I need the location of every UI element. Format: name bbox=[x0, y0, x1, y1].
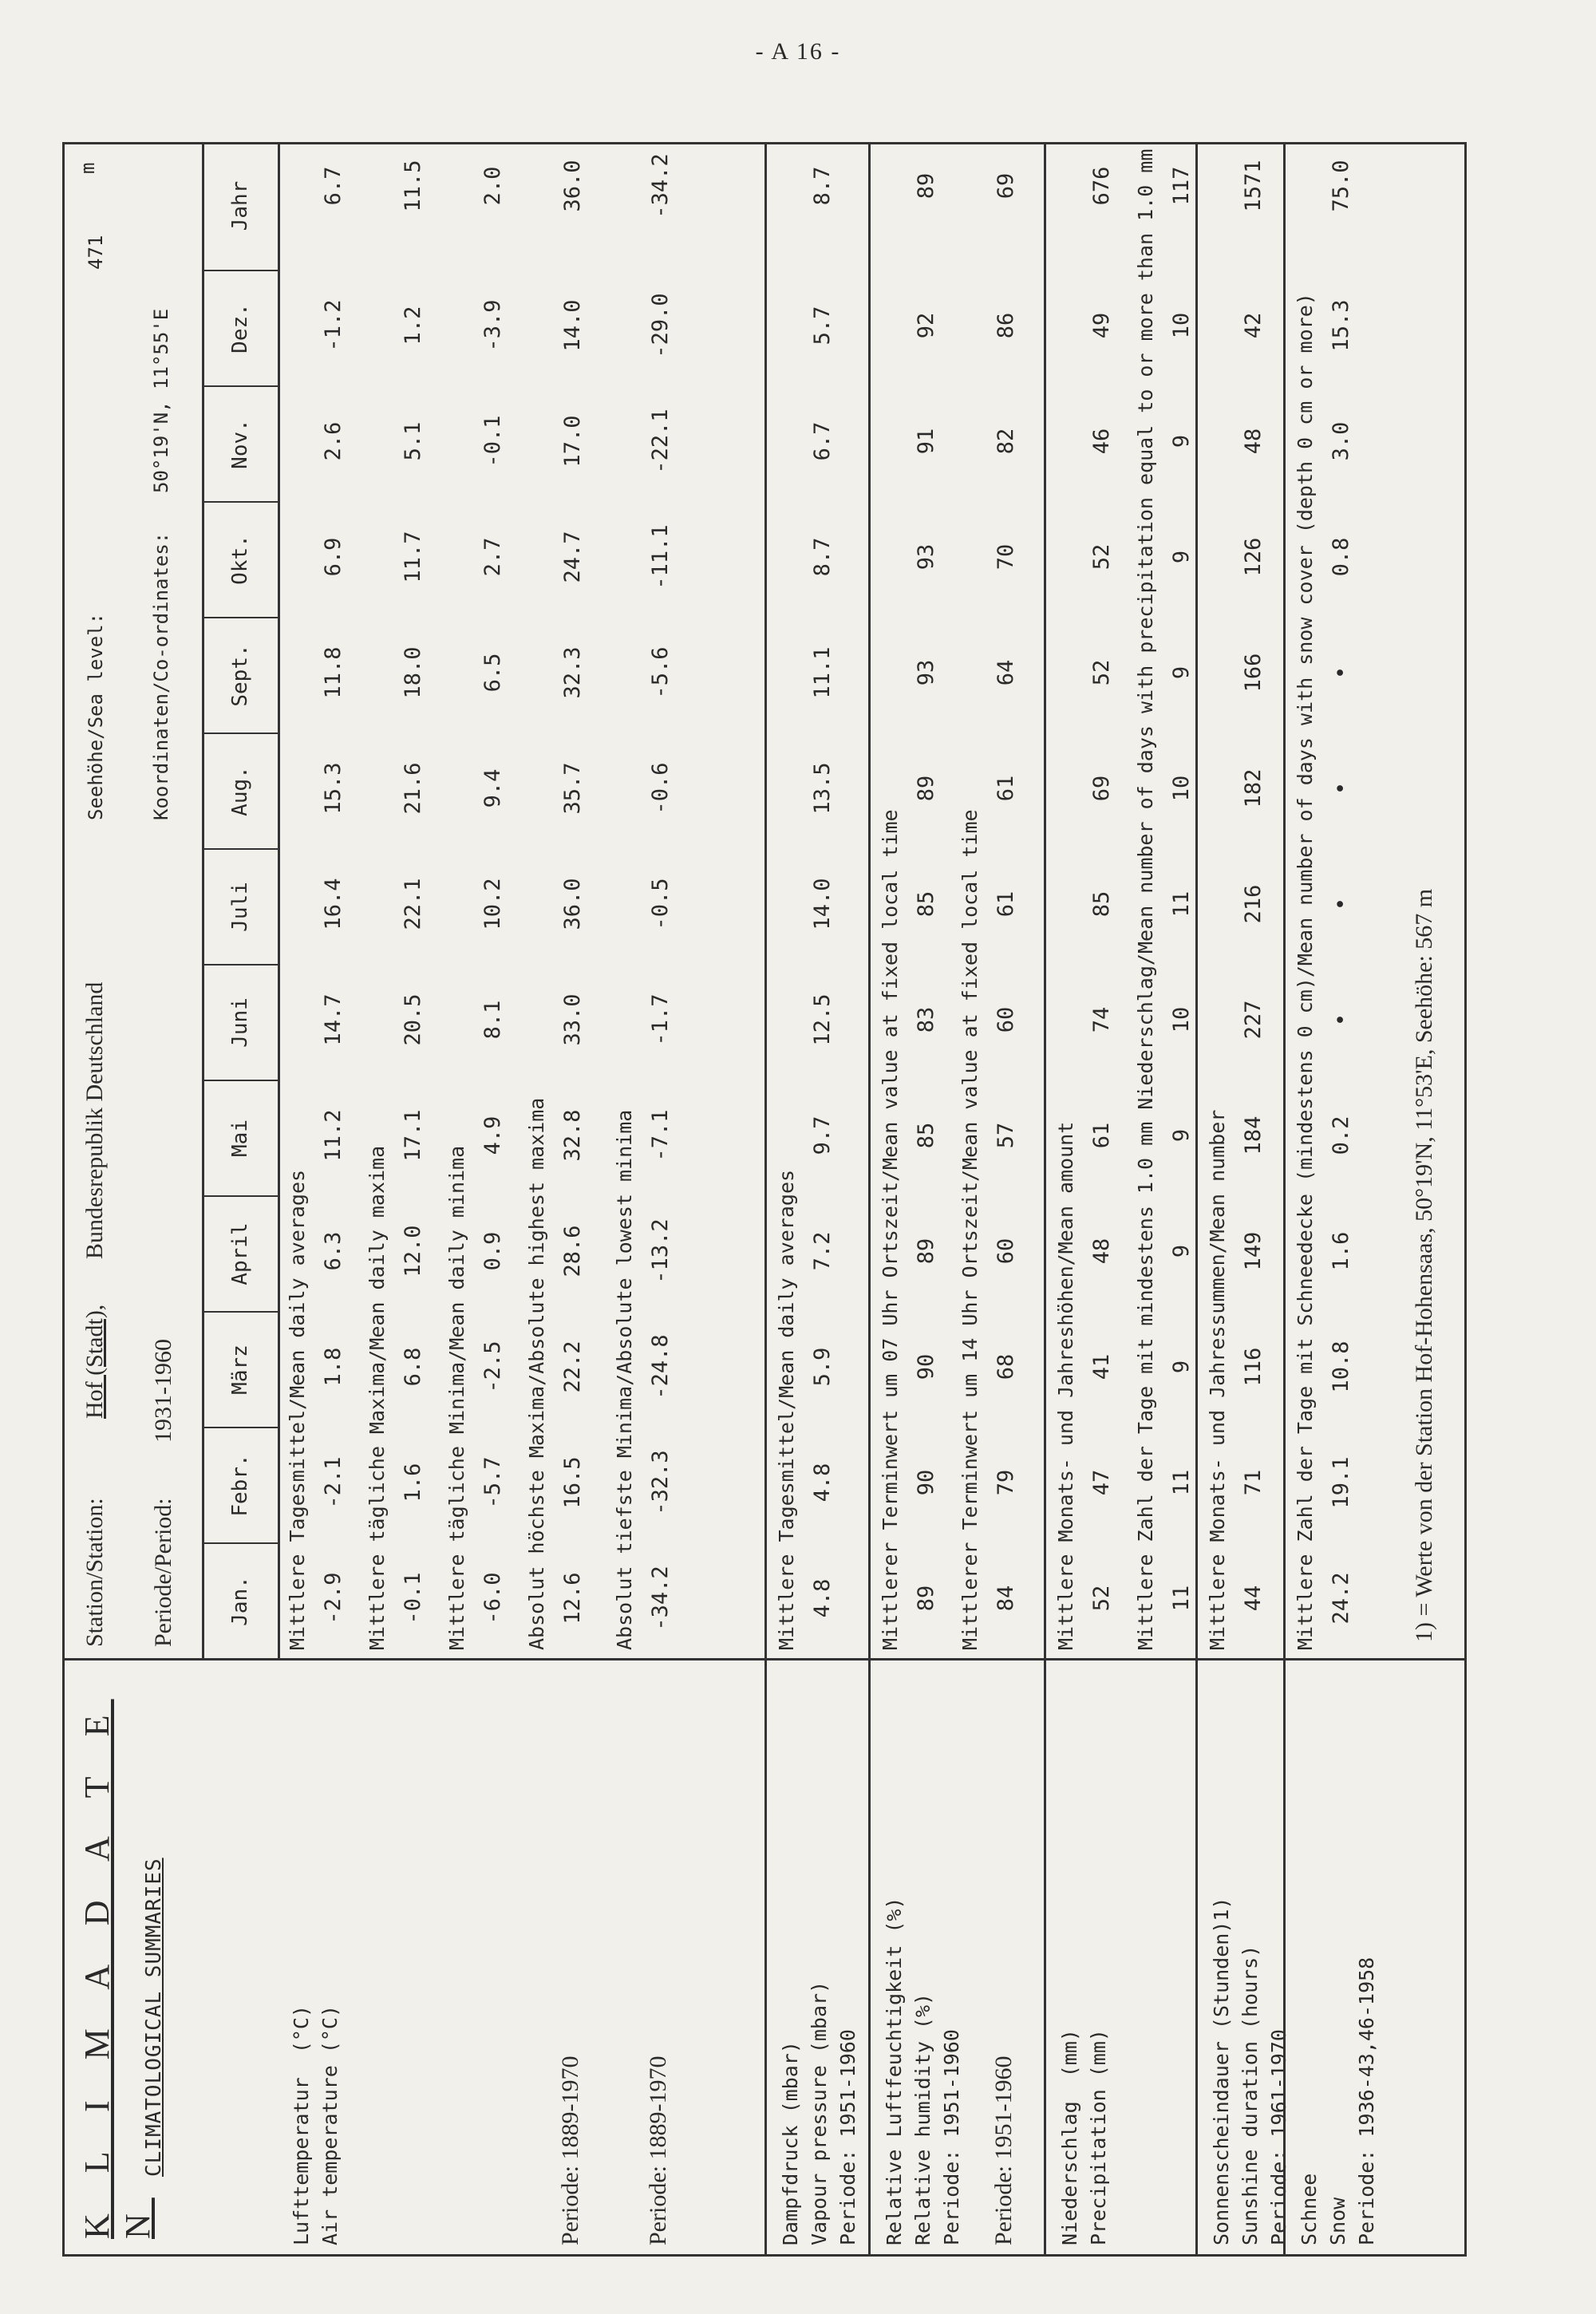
sea-level-value: 471 bbox=[85, 235, 107, 270]
row-caption: Mittlere Zahl der Tage mit mindestens 1.0 mm Niederschlag/Mean number of days with precipitation equal to or more than 1.0 mm bbox=[1134, 148, 1157, 1650]
row-period: Periode: 1889-1970 bbox=[645, 2055, 671, 2245]
table-cell: 9 bbox=[1169, 1360, 1194, 1374]
table-cell: 11.8 bbox=[321, 646, 346, 699]
table-cell: 9 bbox=[1169, 434, 1194, 448]
section-label: Relative Luftfeuchtigkeit (%) Relative humidity (%) Periode: 1951-1960 bbox=[883, 1897, 963, 2245]
table-cell: 61 bbox=[1089, 1122, 1114, 1149]
table-cell: 8.7 bbox=[810, 166, 835, 206]
section-label: Lufttemperatur (°C) Air temperature (°C) bbox=[290, 2004, 342, 2245]
table-cell: 36.0 bbox=[560, 878, 585, 930]
table-cell: • bbox=[1329, 665, 1353, 680]
month-header: Juli bbox=[202, 848, 278, 964]
table-cell: 0.8 bbox=[1329, 537, 1353, 577]
row-period: Periode: 1951-1960 bbox=[990, 2055, 1017, 2245]
month-header: März bbox=[202, 1311, 278, 1427]
table-cell: 12.0 bbox=[401, 1225, 425, 1277]
table-cell: 10.8 bbox=[1329, 1341, 1353, 1393]
table-cell: 1.6 bbox=[1329, 1231, 1353, 1271]
table-cell: 8.1 bbox=[480, 1000, 505, 1040]
row-caption: Mittlerer Terminwert um 07 Uhr Ortszeit/Mean value at fixed local time bbox=[879, 809, 902, 1650]
row-caption: Mittlere Monats- und Jahreshöhen/Mean amount bbox=[1054, 1121, 1077, 1650]
table-cell: 11.7 bbox=[401, 531, 425, 583]
page-number: - A 16 - bbox=[755, 38, 841, 65]
table-cell: -34.2 bbox=[648, 153, 673, 219]
table-cell: 6.7 bbox=[321, 166, 346, 206]
row-caption: Mittlere Tagesmittel/Mean daily averages bbox=[775, 1169, 798, 1650]
table-cell: 46 bbox=[1089, 428, 1114, 455]
table-cell: 47 bbox=[1089, 1469, 1114, 1496]
table-cell: 32.8 bbox=[560, 1109, 585, 1162]
table-cell: -0.1 bbox=[480, 415, 505, 468]
coordinates-value: 50°19'N, 11°55'E bbox=[150, 308, 172, 493]
table-cell: 70 bbox=[994, 543, 1018, 571]
table-cell: 22.2 bbox=[560, 1341, 585, 1393]
table-cell: 14.7 bbox=[321, 993, 346, 1046]
month-header: Jan. bbox=[202, 1542, 278, 1658]
table-cell: 0.9 bbox=[480, 1231, 505, 1271]
table-cell: 2.7 bbox=[480, 537, 505, 577]
data-section bbox=[278, 142, 764, 2257]
section-label: Sonnenscheindauer (Stunden)1) Sunshine duration (hours) Periode: 1961-1970 bbox=[1210, 1897, 1290, 2245]
table-cell: 9 bbox=[1169, 550, 1194, 564]
period-label: Periode/Period: bbox=[150, 1498, 176, 1647]
table-cell: 79 bbox=[994, 1469, 1018, 1496]
table-cell: 52 bbox=[1089, 1585, 1114, 1612]
table-cell: 85 bbox=[1089, 890, 1114, 918]
table-cell: 11.1 bbox=[810, 646, 835, 699]
table-cell: 44 bbox=[1241, 1585, 1266, 1612]
table-cell: -0.1 bbox=[401, 1572, 425, 1625]
table-cell: • bbox=[1329, 897, 1353, 911]
table-cell: 117 bbox=[1169, 166, 1194, 206]
table-cell: 6.7 bbox=[810, 421, 835, 461]
table-cell: 85 bbox=[914, 890, 938, 918]
table-cell: 6.9 bbox=[321, 537, 346, 577]
table-cell: 93 bbox=[914, 543, 938, 571]
table-cell: 4.9 bbox=[480, 1116, 505, 1155]
table-cell: 64 bbox=[994, 659, 1018, 686]
table-cell: -5.7 bbox=[480, 1456, 505, 1509]
table-cell: 82 bbox=[994, 428, 1018, 455]
table-cell: 9 bbox=[1169, 1244, 1194, 1258]
table-cell: 182 bbox=[1241, 768, 1266, 808]
table-cell: 91 bbox=[914, 428, 938, 455]
period-value: 1931-1960 bbox=[150, 1339, 176, 1443]
data-section bbox=[1044, 142, 1195, 2257]
table-cell: 74 bbox=[1089, 1006, 1114, 1033]
table-cell: -1.2 bbox=[321, 299, 346, 352]
table-cell: 116 bbox=[1241, 1347, 1266, 1387]
table-cell: 18.0 bbox=[401, 646, 425, 699]
table-cell: 41 bbox=[1089, 1353, 1114, 1380]
table-cell: 71 bbox=[1241, 1469, 1266, 1496]
coordinates-label: Koordinaten/Co-ordinates: bbox=[150, 531, 172, 820]
table-cell: • bbox=[1329, 1013, 1353, 1027]
table-cell: -1.7 bbox=[648, 993, 673, 1046]
footnote: 1) = Werte von der Station Hof-Hohensaas, 50°19'N, 11°53'E, Seehöhe: 567 m bbox=[1411, 888, 1437, 1642]
data-section bbox=[868, 142, 1044, 2257]
table-cell: 9 bbox=[1169, 665, 1194, 680]
table-cell: 9.4 bbox=[480, 768, 505, 808]
table-cell: 10.2 bbox=[480, 878, 505, 930]
table-cell: 1571 bbox=[1241, 160, 1266, 212]
table-cell: 6.8 bbox=[401, 1347, 425, 1387]
month-header: Okt. bbox=[202, 501, 278, 617]
table-cell: -3.9 bbox=[480, 299, 505, 352]
month-header: Juni bbox=[202, 964, 278, 1080]
table-cell: 22.1 bbox=[401, 878, 425, 930]
month-header: Sept. bbox=[202, 617, 278, 733]
table-cell: 4.8 bbox=[810, 1578, 835, 1618]
table-cell: 9 bbox=[1169, 1128, 1194, 1143]
table-cell: -13.2 bbox=[648, 1218, 673, 1284]
section-label: Niederschlag (mm) Precipitation (mm) bbox=[1058, 2029, 1110, 2245]
table-cell: -2.5 bbox=[480, 1341, 505, 1393]
month-header: Aug. bbox=[202, 733, 278, 848]
table-cell: -0.5 bbox=[648, 878, 673, 930]
table-cell: 89 bbox=[914, 1238, 938, 1265]
month-header: Nov. bbox=[202, 385, 278, 501]
table-cell: 14.0 bbox=[560, 299, 585, 352]
table-cell: 61 bbox=[994, 890, 1018, 918]
document-title: K L I M A D A T E N bbox=[77, 1699, 157, 2239]
data-section bbox=[764, 142, 868, 2257]
table-cell: 6.5 bbox=[480, 653, 505, 693]
table-cell: 89 bbox=[914, 775, 938, 802]
station-country: Bundesrepublik Deutschland bbox=[81, 981, 108, 1259]
table-cell: 61 bbox=[994, 775, 1018, 802]
station-header bbox=[62, 142, 204, 1658]
table-cell: 90 bbox=[914, 1469, 938, 1496]
section-label: Dampfdruck (mbar) Vapour pressure (mbar) Periode: 1951-1960 bbox=[779, 1980, 859, 2245]
table-cell: 89 bbox=[914, 1585, 938, 1612]
table-cell: 166 bbox=[1241, 653, 1266, 693]
table-cell: 57 bbox=[994, 1122, 1018, 1149]
sea-level-label: Seehöhe/Sea level: bbox=[85, 612, 107, 820]
table-cell: 15.3 bbox=[321, 762, 346, 815]
table-cell: 16.4 bbox=[321, 878, 346, 930]
row-caption: Mittlere Tagesmittel/Mean daily averages bbox=[286, 1169, 309, 1650]
month-header: Febr. bbox=[202, 1427, 278, 1542]
table-cell: 52 bbox=[1089, 659, 1114, 686]
table-cell: 84 bbox=[994, 1585, 1018, 1612]
table-cell: 11.5 bbox=[401, 160, 425, 212]
table-cell: 92 bbox=[914, 312, 938, 339]
table-cell: 24.7 bbox=[560, 531, 585, 583]
table-cell: 17.1 bbox=[401, 1109, 425, 1162]
table-cell: 10 bbox=[1169, 775, 1194, 802]
table-cell: 33.0 bbox=[560, 993, 585, 1046]
table-cell: 8.7 bbox=[810, 537, 835, 577]
table-cell: 49 bbox=[1089, 312, 1114, 339]
station-name: Hof (Stadt), bbox=[81, 1304, 108, 1419]
table-cell: -2.1 bbox=[321, 1456, 346, 1509]
table-cell: 227 bbox=[1241, 1000, 1266, 1040]
row-caption: Mittlere Monats- und Jahressummen/Mean number bbox=[1206, 1109, 1229, 1650]
table-cell: 60 bbox=[994, 1238, 1018, 1265]
table-cell: 85 bbox=[914, 1122, 938, 1149]
table-cell: 184 bbox=[1241, 1116, 1266, 1155]
table-cell: 75.0 bbox=[1329, 160, 1353, 212]
table-cell: -0.6 bbox=[648, 762, 673, 815]
table-cell: 0.2 bbox=[1329, 1116, 1353, 1155]
table-cell: 676 bbox=[1089, 166, 1114, 206]
table-cell: -2.9 bbox=[321, 1572, 346, 1625]
climate-table-sheet bbox=[62, 142, 1467, 2257]
table-cell: 16.5 bbox=[560, 1456, 585, 1509]
month-header: Dez. bbox=[202, 270, 278, 385]
table-cell: 6.3 bbox=[321, 1231, 346, 1271]
table-cell: -6.0 bbox=[480, 1572, 505, 1625]
month-header: Jahr bbox=[227, 180, 252, 231]
row-caption: Mittlere tägliche Maxima/Mean daily maxima bbox=[365, 1145, 389, 1650]
table-cell: -32.3 bbox=[648, 1450, 673, 1515]
table-cell: 2.0 bbox=[480, 166, 505, 206]
table-cell: 90 bbox=[914, 1353, 938, 1380]
table-cell: 11 bbox=[1169, 890, 1194, 918]
table-cell: 52 bbox=[1089, 543, 1114, 571]
table-cell: 93 bbox=[914, 659, 938, 686]
table-cell: 3.0 bbox=[1329, 421, 1353, 461]
table-cell: 1.2 bbox=[401, 306, 425, 346]
table-cell: 5.7 bbox=[810, 306, 835, 346]
table-cell: -34.2 bbox=[648, 1566, 673, 1631]
row-period: Periode: 1889-1970 bbox=[557, 2055, 583, 2245]
table-cell: 19.1 bbox=[1329, 1456, 1353, 1509]
table-cell: 28.6 bbox=[560, 1225, 585, 1277]
table-cell: 24.2 bbox=[1329, 1572, 1353, 1625]
table-cell: 216 bbox=[1241, 884, 1266, 924]
row-caption: Absolut tiefste Minima/Absolute lowest minima bbox=[613, 1109, 636, 1650]
table-cell: -5.6 bbox=[648, 646, 673, 699]
table-cell: 5.1 bbox=[401, 421, 425, 461]
table-cell: 83 bbox=[914, 1006, 938, 1033]
table-cell: 1.8 bbox=[321, 1347, 346, 1387]
table-cell: 14.0 bbox=[810, 878, 835, 930]
table-cell: 35.7 bbox=[560, 762, 585, 815]
table-cell: 60 bbox=[994, 1006, 1018, 1033]
table-cell: • bbox=[1329, 781, 1353, 796]
table-cell: 13.5 bbox=[810, 762, 835, 815]
table-cell: -7.1 bbox=[648, 1109, 673, 1162]
month-header: Mai bbox=[202, 1080, 278, 1195]
table-cell: 10 bbox=[1169, 312, 1194, 339]
table-cell: -29.0 bbox=[648, 293, 673, 358]
table-cell: 32.3 bbox=[560, 646, 585, 699]
table-cell: -24.8 bbox=[648, 1334, 673, 1400]
table-cell: 12.6 bbox=[560, 1572, 585, 1625]
table-cell: 11 bbox=[1169, 1469, 1194, 1496]
table-cell: 7.2 bbox=[810, 1231, 835, 1271]
table-cell: 68 bbox=[994, 1353, 1018, 1380]
table-cell: 15.3 bbox=[1329, 299, 1353, 352]
table-cell: 149 bbox=[1241, 1231, 1266, 1271]
table-cell: -22.1 bbox=[648, 409, 673, 474]
table-cell: 42 bbox=[1241, 312, 1266, 339]
row-caption: Absolut höchste Maxima/Absolute highest maxima bbox=[525, 1097, 548, 1650]
table-cell: 48 bbox=[1241, 428, 1266, 455]
table-cell: -11.1 bbox=[648, 524, 673, 590]
row-caption: Mittlere tägliche Minima/Mean daily minima bbox=[445, 1145, 468, 1650]
table-cell: 69 bbox=[1089, 775, 1114, 802]
table-cell: 17.0 bbox=[560, 415, 585, 468]
table-cell: 20.5 bbox=[401, 993, 425, 1046]
month-header-row bbox=[202, 142, 280, 1658]
row-caption: Mittlerer Terminwert um 14 Uhr Ortszeit/Mean value at fixed local time bbox=[958, 809, 982, 1650]
table-cell: 21.6 bbox=[401, 762, 425, 815]
table-cell: 11.2 bbox=[321, 1109, 346, 1162]
data-section bbox=[1283, 142, 1387, 2257]
table-cell: 12.5 bbox=[810, 993, 835, 1046]
table-cell: 5.9 bbox=[810, 1347, 835, 1387]
station-label: Station/Station: bbox=[81, 1498, 108, 1647]
table-cell: 36.0 bbox=[560, 160, 585, 212]
sea-level-unit: m bbox=[77, 162, 99, 174]
table-cell: 10 bbox=[1169, 1006, 1194, 1033]
month-header: April bbox=[202, 1195, 278, 1311]
table-cell: 69 bbox=[994, 172, 1018, 199]
table-cell: 86 bbox=[994, 312, 1018, 339]
table-cell: 2.6 bbox=[321, 421, 346, 461]
table-cell: 9.7 bbox=[810, 1116, 835, 1155]
table-cell: 4.8 bbox=[810, 1463, 835, 1503]
table-cell: 89 bbox=[914, 172, 938, 199]
table-cell: 11 bbox=[1169, 1585, 1194, 1612]
table-cell: 126 bbox=[1241, 537, 1266, 577]
table-cell: 1.6 bbox=[401, 1463, 425, 1503]
row-caption: Mittlere Zahl der Tage mit Schneedecke (mindestens 0 cm)/Mean number of days with snow cover (depth 0 cm or more) bbox=[1294, 293, 1317, 1650]
table-cell: 48 bbox=[1089, 1238, 1114, 1265]
document-subtitle: CLIMATOLOGICAL SUMMARIES bbox=[142, 1858, 166, 2177]
section-label: Schnee Snow Periode: 1936-43,46-1958 bbox=[1298, 1957, 1378, 2245]
data-section bbox=[1195, 142, 1290, 2257]
